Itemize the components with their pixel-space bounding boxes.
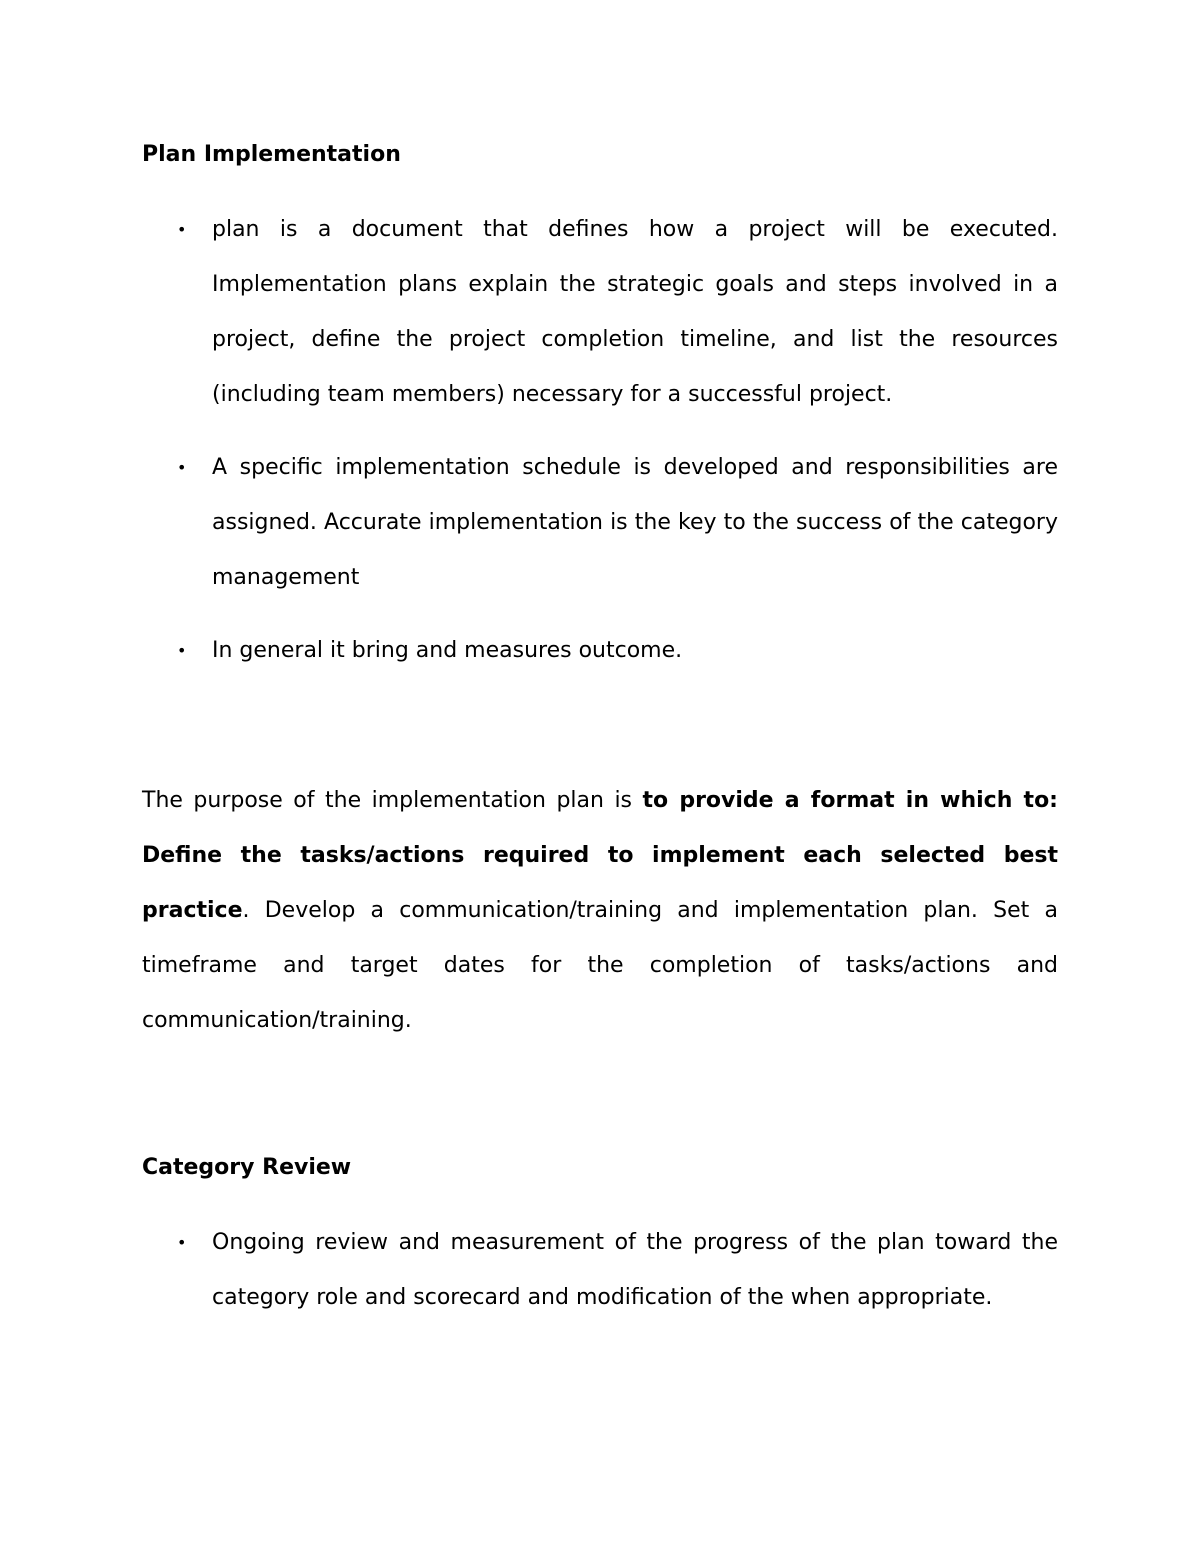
bullet-text: Ongoing review and measurement of the progress of the plan toward the category role and scorecard and modification of the when appropriate. xyxy=(212,1230,1058,1310)
list-item xyxy=(142,1215,1058,1325)
purpose-bold-text: to provide a format in which to: Define the tasks/actions required to implement each selected best practice xyxy=(142,788,1058,923)
bullet-icon: • xyxy=(177,641,187,660)
purpose-tail-text: . Develop a communication/training and implementation plan. Set a timeframe and target dates for the completion of tasks/actions and communication/training. xyxy=(142,898,1058,1033)
list-item xyxy=(142,440,1058,605)
purpose-lead-text: The purpose of the implementation plan is xyxy=(142,788,643,813)
plan-implementation-heading: Plan Implementation xyxy=(142,142,401,167)
bullet-text: In general it bring and measures outcome. xyxy=(212,638,683,663)
list-item xyxy=(142,202,1058,422)
document-page xyxy=(142,0,1058,1553)
bullet-icon: • xyxy=(177,458,187,477)
bullet-icon: • xyxy=(177,1233,187,1252)
category-review-list xyxy=(142,1215,1058,1325)
plan-implementation-list xyxy=(142,202,1058,678)
bullet-text: plan is a document that defines how a project will be executed. Implementation plans explain the strategic goals and steps involved in a project, define the project completion timeline, and list the resources (including team members) necessary for a successful project. xyxy=(212,217,1058,407)
bullet-icon: • xyxy=(177,220,187,239)
purpose-paragraph xyxy=(142,773,1058,1048)
category-review-heading: Category Review xyxy=(142,1155,352,1180)
list-item xyxy=(142,623,1058,678)
bullet-text: A specific implementation schedule is developed and responsibilities are assigned. Accurate implementation is the key to the success of the category management xyxy=(212,455,1058,590)
